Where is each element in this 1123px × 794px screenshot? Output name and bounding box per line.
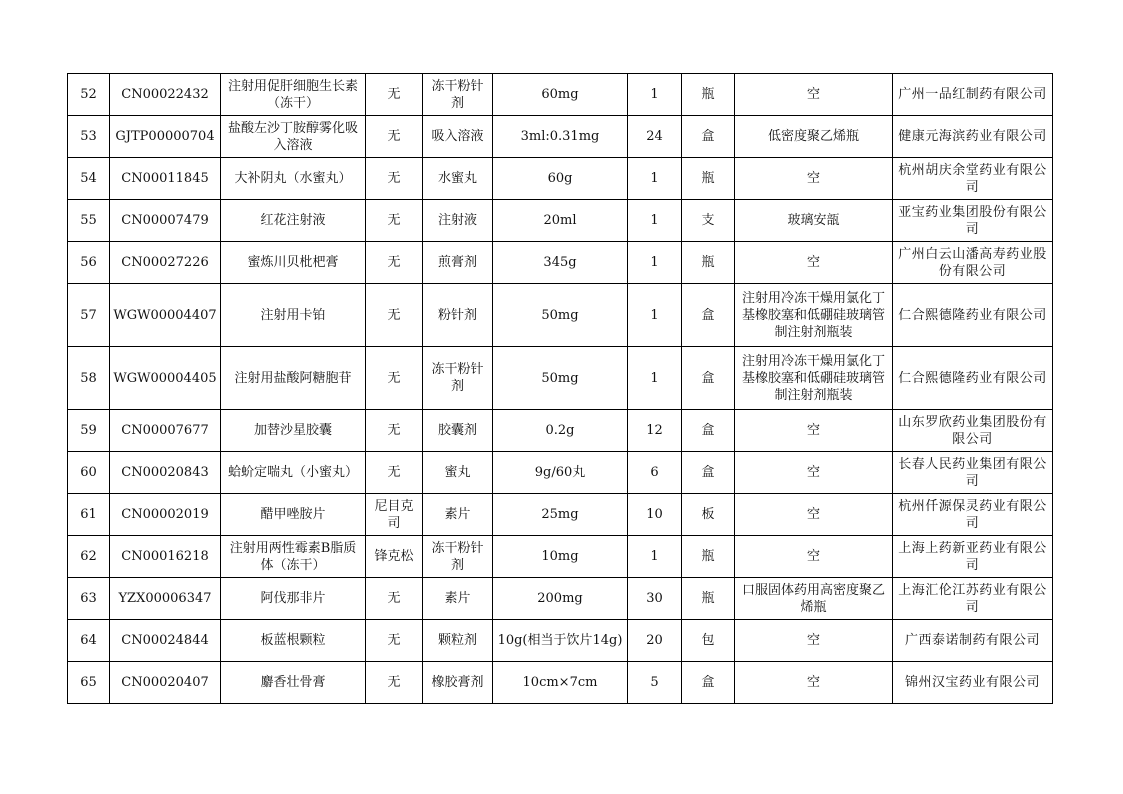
cell-form: 煎膏剂 xyxy=(423,242,493,284)
cell-spec: 200mg xyxy=(493,578,628,620)
cell-pkg: 空 xyxy=(735,158,893,200)
cell-pkg: 空 xyxy=(735,620,893,662)
cell-name: 注射用卡铂 xyxy=(221,284,366,347)
cell-code: WGW00004405 xyxy=(110,347,221,410)
cell-pkg: 空 xyxy=(735,242,893,284)
cell-company: 锦州汉宝药业有限公司 xyxy=(893,662,1053,704)
cell-form: 水蜜丸 xyxy=(423,158,493,200)
cell-spec: 10cm×7cm xyxy=(493,662,628,704)
cell-form: 蜜丸 xyxy=(423,452,493,494)
cell-spec: 20ml xyxy=(493,200,628,242)
table-row xyxy=(68,662,1053,704)
cell-company: 仁合熙德隆药业有限公司 xyxy=(893,347,1053,410)
cell-code: CN00016218 xyxy=(110,536,221,578)
cell-code: YZX00006347 xyxy=(110,578,221,620)
cell-form: 素片 xyxy=(423,578,493,620)
cell-no: 52 xyxy=(68,74,110,116)
table-row xyxy=(68,242,1053,284)
cell-qty: 12 xyxy=(628,410,682,452)
cell-unit: 瓶 xyxy=(682,578,735,620)
cell-no: 57 xyxy=(68,284,110,347)
cell-company: 杭州仟源保灵药业有限公司 xyxy=(893,494,1053,536)
cell-pkg: 空 xyxy=(735,74,893,116)
table-row xyxy=(68,158,1053,200)
cell-spec: 10mg xyxy=(493,536,628,578)
cell-form: 注射液 xyxy=(423,200,493,242)
cell-pkg: 注射用冷冻干燥用氯化丁基橡胶塞和低硼硅玻璃管制注射剂瓶装 xyxy=(735,347,893,410)
cell-brand: 无 xyxy=(366,452,423,494)
cell-name: 盐酸左沙丁胺醇雾化吸入溶液 xyxy=(221,116,366,158)
cell-no: 62 xyxy=(68,536,110,578)
cell-code: CN00020843 xyxy=(110,452,221,494)
cell-pkg: 玻璃安瓿 xyxy=(735,200,893,242)
cell-unit: 盒 xyxy=(682,662,735,704)
cell-spec: 9g/60丸 xyxy=(493,452,628,494)
cell-brand: 无 xyxy=(366,620,423,662)
cell-brand: 无 xyxy=(366,578,423,620)
cell-unit: 瓶 xyxy=(682,158,735,200)
cell-unit: 盒 xyxy=(682,116,735,158)
cell-no: 60 xyxy=(68,452,110,494)
cell-no: 64 xyxy=(68,620,110,662)
cell-code: CN00022432 xyxy=(110,74,221,116)
cell-form: 橡胶膏剂 xyxy=(423,662,493,704)
cell-form: 颗粒剂 xyxy=(423,620,493,662)
cell-spec: 345g xyxy=(493,242,628,284)
cell-no: 54 xyxy=(68,158,110,200)
table-row xyxy=(68,410,1053,452)
cell-unit: 包 xyxy=(682,620,735,662)
cell-spec: 60g xyxy=(493,158,628,200)
cell-pkg: 空 xyxy=(735,494,893,536)
cell-company: 长春人民药业集团有限公司 xyxy=(893,452,1053,494)
cell-form: 素片 xyxy=(423,494,493,536)
cell-brand: 尼目克司 xyxy=(366,494,423,536)
cell-name: 麝香壮骨膏 xyxy=(221,662,366,704)
cell-qty: 1 xyxy=(628,158,682,200)
cell-company: 广西泰诺制药有限公司 xyxy=(893,620,1053,662)
cell-pkg: 空 xyxy=(735,536,893,578)
cell-name: 注射用盐酸阿糖胞苷 xyxy=(221,347,366,410)
cell-pkg: 空 xyxy=(735,452,893,494)
cell-code: CN00020407 xyxy=(110,662,221,704)
cell-qty: 24 xyxy=(628,116,682,158)
cell-unit: 瓶 xyxy=(682,242,735,284)
cell-brand: 无 xyxy=(366,347,423,410)
cell-spec: 50mg xyxy=(493,284,628,347)
cell-company: 上海上药新亚药业有限公司 xyxy=(893,536,1053,578)
cell-no: 63 xyxy=(68,578,110,620)
cell-no: 55 xyxy=(68,200,110,242)
cell-pkg: 注射用冷冻干燥用氯化丁基橡胶塞和低硼硅玻璃管制注射剂瓶装 xyxy=(735,284,893,347)
cell-unit: 板 xyxy=(682,494,735,536)
cell-code: CN00011845 xyxy=(110,158,221,200)
cell-company: 亚宝药业集团股份有限公司 xyxy=(893,200,1053,242)
cell-name: 板蓝根颗粒 xyxy=(221,620,366,662)
cell-qty: 6 xyxy=(628,452,682,494)
cell-spec: 60mg xyxy=(493,74,628,116)
cell-no: 59 xyxy=(68,410,110,452)
cell-unit: 盒 xyxy=(682,347,735,410)
cell-name: 注射用两性霉素B脂质体（冻干） xyxy=(221,536,366,578)
cell-pkg: 空 xyxy=(735,410,893,452)
table-row xyxy=(68,116,1053,158)
cell-qty: 1 xyxy=(628,200,682,242)
cell-pkg: 空 xyxy=(735,662,893,704)
cell-company: 广州白云山潘高寿药业股份有限公司 xyxy=(893,242,1053,284)
cell-name: 醋甲唑胺片 xyxy=(221,494,366,536)
cell-unit: 瓶 xyxy=(682,74,735,116)
cell-qty: 1 xyxy=(628,536,682,578)
table-row xyxy=(68,620,1053,662)
cell-spec: 3ml:0.31mg xyxy=(493,116,628,158)
cell-pkg: 口服固体药用高密度聚乙烯瓶 xyxy=(735,578,893,620)
cell-spec: 0.2g xyxy=(493,410,628,452)
cell-company: 上海汇伦江苏药业有限公司 xyxy=(893,578,1053,620)
cell-unit: 盒 xyxy=(682,410,735,452)
cell-form: 粉针剂 xyxy=(423,284,493,347)
cell-name: 阿伐那非片 xyxy=(221,578,366,620)
cell-qty: 30 xyxy=(628,578,682,620)
cell-qty: 1 xyxy=(628,242,682,284)
cell-form: 吸入溶液 xyxy=(423,116,493,158)
cell-spec: 25mg xyxy=(493,494,628,536)
cell-company: 健康元海滨药业有限公司 xyxy=(893,116,1053,158)
cell-brand: 无 xyxy=(366,74,423,116)
cell-code: CN00027226 xyxy=(110,242,221,284)
table-body xyxy=(68,74,1053,704)
cell-unit: 盒 xyxy=(682,452,735,494)
cell-form: 冻干粉针剂 xyxy=(423,74,493,116)
cell-qty: 20 xyxy=(628,620,682,662)
cell-brand: 无 xyxy=(366,410,423,452)
cell-brand: 无 xyxy=(366,662,423,704)
cell-code: CN00007479 xyxy=(110,200,221,242)
cell-name: 蛤蚧定喘丸（小蜜丸） xyxy=(221,452,366,494)
cell-pkg: 低密度聚乙烯瓶 xyxy=(735,116,893,158)
cell-company: 山东罗欣药业集团股份有限公司 xyxy=(893,410,1053,452)
cell-company: 杭州胡庆余堂药业有限公司 xyxy=(893,158,1053,200)
drug-list-table xyxy=(67,73,1053,704)
table-row xyxy=(68,452,1053,494)
cell-qty: 1 xyxy=(628,347,682,410)
cell-spec: 10g(相当于饮片14g) xyxy=(493,620,628,662)
cell-no: 58 xyxy=(68,347,110,410)
cell-brand: 无 xyxy=(366,158,423,200)
cell-no: 53 xyxy=(68,116,110,158)
cell-brand: 无 xyxy=(366,200,423,242)
cell-qty: 10 xyxy=(628,494,682,536)
cell-name: 加替沙星胶囊 xyxy=(221,410,366,452)
cell-code: WGW00004407 xyxy=(110,284,221,347)
cell-qty: 1 xyxy=(628,284,682,347)
cell-form: 胶囊剂 xyxy=(423,410,493,452)
table-row xyxy=(68,74,1053,116)
cell-brand: 无 xyxy=(366,116,423,158)
cell-brand: 锋克松 xyxy=(366,536,423,578)
cell-form: 冻干粉针剂 xyxy=(423,536,493,578)
cell-no: 65 xyxy=(68,662,110,704)
table-row xyxy=(68,494,1053,536)
cell-unit: 瓶 xyxy=(682,536,735,578)
cell-company: 广州一品红制药有限公司 xyxy=(893,74,1053,116)
cell-unit: 支 xyxy=(682,200,735,242)
cell-no: 61 xyxy=(68,494,110,536)
cell-name: 红花注射液 xyxy=(221,200,366,242)
table-row xyxy=(68,536,1053,578)
cell-brand: 无 xyxy=(366,242,423,284)
cell-unit: 盒 xyxy=(682,284,735,347)
table-row xyxy=(68,347,1053,410)
cell-code: GJTP00000704 xyxy=(110,116,221,158)
cell-name: 蜜炼川贝枇杷膏 xyxy=(221,242,366,284)
cell-brand: 无 xyxy=(366,284,423,347)
cell-code: CN00002019 xyxy=(110,494,221,536)
table-row xyxy=(68,578,1053,620)
cell-code: CN00007677 xyxy=(110,410,221,452)
cell-company: 仁合熙德隆药业有限公司 xyxy=(893,284,1053,347)
cell-spec: 50mg xyxy=(493,347,628,410)
cell-form: 冻干粉针剂 xyxy=(423,347,493,410)
cell-name: 大补阴丸（水蜜丸） xyxy=(221,158,366,200)
cell-code: CN00024844 xyxy=(110,620,221,662)
cell-qty: 5 xyxy=(628,662,682,704)
cell-no: 56 xyxy=(68,242,110,284)
cell-qty: 1 xyxy=(628,74,682,116)
cell-name: 注射用促肝细胞生长素（冻干） xyxy=(221,74,366,116)
table-row xyxy=(68,284,1053,347)
table-row xyxy=(68,200,1053,242)
